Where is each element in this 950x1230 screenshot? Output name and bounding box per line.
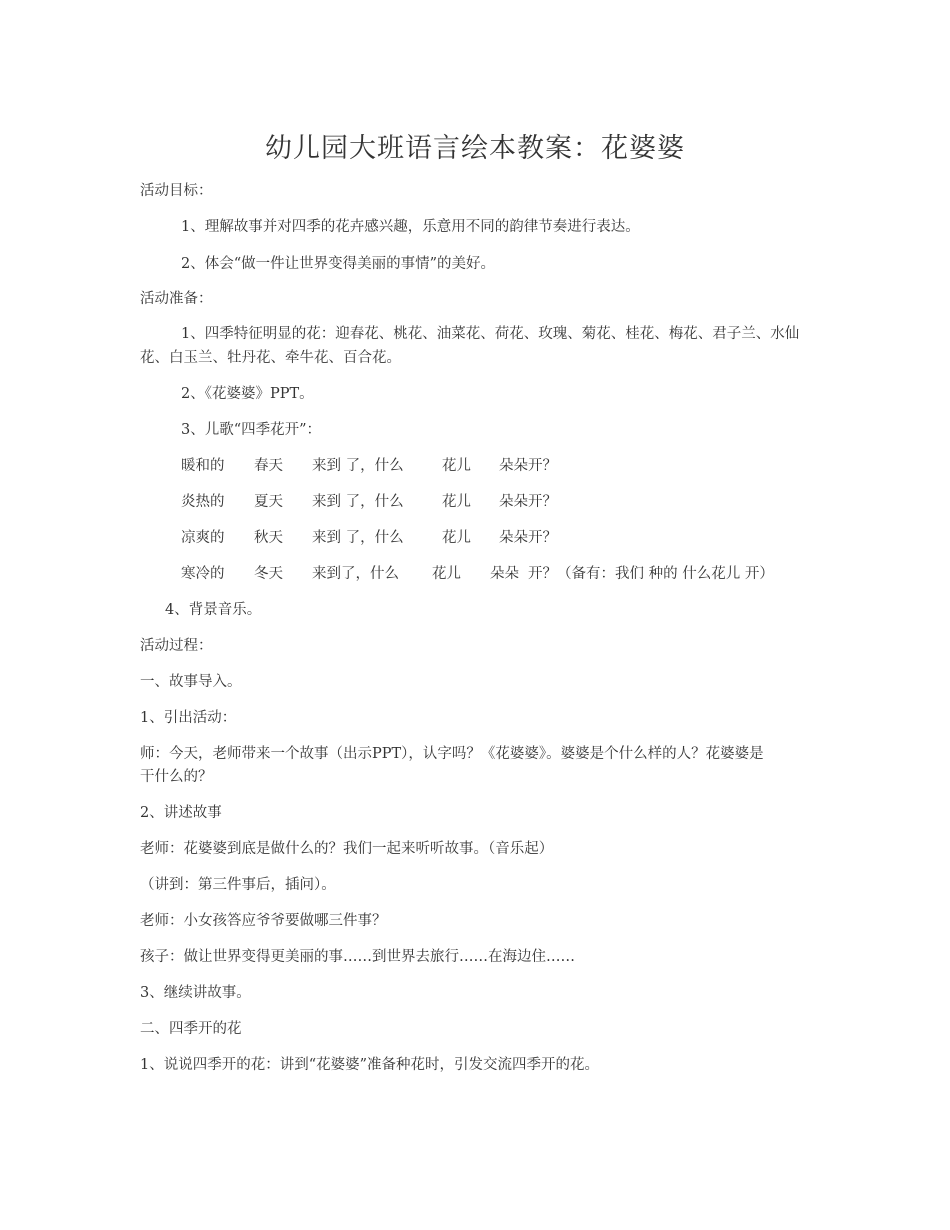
teacher-dialogue-1-continued: 干什么的？: [140, 769, 213, 785]
poem-cell: 花儿: [432, 566, 461, 582]
teacher-question: 老师：小女孩答应爷爷要做哪三件事？: [140, 913, 387, 929]
stage-note: （讲到：第三件事后，插问）。: [140, 877, 336, 893]
prep-item-1: 1、四季特征明显的花：迎春花、桃花、油菜花、荷花、玫瑰、菊花、桂花、梅花、君子兰、水仙: [181, 326, 800, 342]
poem-cell: 花儿: [442, 530, 471, 546]
goal-item-2: 2、体会“做一件让世界变得美丽的事情”的美好。: [181, 256, 496, 272]
poem-cell: 冬天: [254, 566, 283, 582]
teacher-dialogue-2: 老师：花婆婆到底是做什么的？我们一起来听听故事。（音乐起）: [140, 841, 554, 857]
process-part-1-heading: 一、故事导入。: [140, 674, 242, 690]
poem-cell: 来到 了，什么: [312, 530, 404, 546]
teacher-dialogue-1: 师：今天，老师带来一个故事（出示PPT），认字吗？《花婆婆》。婆婆是个什么样的人？花婆婆是: [140, 746, 764, 762]
poem-cell: 朵朵开？: [499, 458, 557, 474]
process-step-2: 2、讲述故事: [140, 805, 222, 821]
process-step-3: 3、继续讲故事。: [140, 985, 251, 1001]
poem-cell: 夏天: [254, 494, 283, 510]
poem-cell: 寒冷的: [181, 566, 225, 582]
prep-item-4: 4、背景音乐。: [165, 602, 262, 618]
prep-item-1-continued: 花、白玉兰、牡丹花、牵牛花、百合花。: [140, 350, 401, 366]
section-heading-preparation: 活动准备：: [140, 291, 213, 307]
poem-cell: 来到 了，什么: [312, 494, 404, 510]
poem-cell: 花儿: [442, 458, 471, 474]
goal-item-1: 1、理解故事并对四季的花卉感兴趣，乐意用不同的韵律节奏进行表达。: [181, 219, 640, 235]
prep-item-2: 2、《花婆婆》PPT。: [181, 386, 314, 402]
document-title: 幼儿园大班语言绘本教案：花婆婆: [265, 133, 685, 164]
poem-cell: 来到 了，什么: [312, 458, 404, 474]
section-heading-process: 活动过程：: [140, 638, 213, 654]
poem-cell: 秋天: [254, 530, 283, 546]
poem-cell: 开？（备有：我们 种的 什么花儿 开）: [528, 566, 774, 582]
poem-cell: 春天: [254, 458, 283, 474]
poem-cell: 花儿: [442, 494, 471, 510]
poem-cell: 暖和的: [181, 458, 225, 474]
poem-cell: 朵朵: [490, 566, 519, 582]
poem-cell: 来到了，什么: [312, 566, 399, 582]
prep-item-3: 3、儿歌“四季花开”：: [181, 422, 322, 438]
poem-cell: 凉爽的: [181, 530, 225, 546]
poem-cell: 炎热的: [181, 494, 225, 510]
poem-cell: 朵朵开？: [499, 530, 557, 546]
process-part-2-heading: 二、四季开的花: [140, 1021, 242, 1037]
child-answer: 孩子：做让世界变得更美丽的事……到世界去旅行……在海边住……: [140, 949, 575, 965]
process-step-1: 1、引出活动：: [140, 710, 237, 726]
process-part-2-step-1: 1、说说四季开的花：讲到“花婆婆”准备种花时，引发交流四季开的花。: [140, 1057, 600, 1073]
section-heading-goals: 活动目标：: [140, 183, 213, 199]
poem-cell: 朵朵开？: [499, 494, 557, 510]
